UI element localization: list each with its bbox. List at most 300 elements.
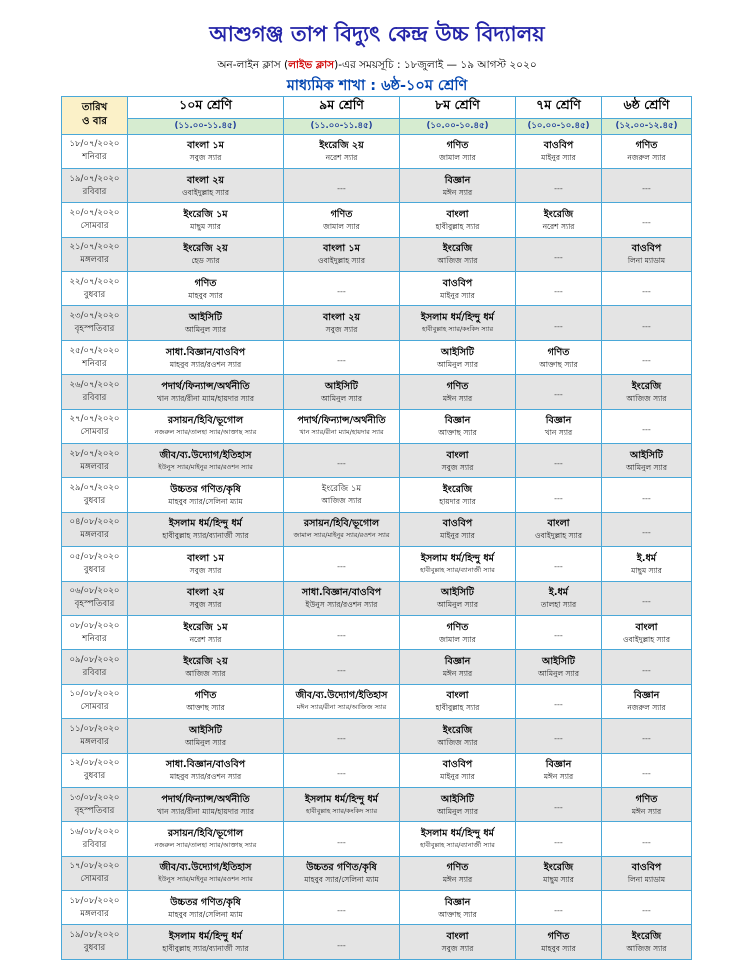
class-8-cell (400, 856, 516, 890)
class-10-cell (128, 512, 284, 546)
teacher-name: নরেশ স্যার (189, 634, 222, 644)
teacher-name: মাহবুব স্যার/সেলিনা ম্যাম (168, 909, 243, 919)
class-8-cell (400, 306, 516, 340)
class-8-cell (400, 478, 516, 512)
teacher-name: সবুজ স্যার (325, 325, 358, 335)
subject-name: সাধা.বিজ্ঞান/বাওবিপ (165, 346, 246, 358)
class-6-cell (602, 925, 692, 960)
teacher-name: সবুজ স্যার (189, 153, 222, 163)
date-cell (62, 581, 128, 615)
date-cell (62, 306, 128, 340)
class-8-cell (400, 168, 516, 202)
schedule-row (62, 134, 692, 168)
schedule-row (62, 615, 692, 649)
subject-name: বাংলা (446, 931, 469, 943)
subject-name: ইংরেজি (543, 862, 574, 874)
class-6-cell (602, 512, 692, 546)
subject-name: পদার্থ/ফিন্যান্স/অর্থনীতি (161, 380, 250, 392)
weekday-text: বুধবার (83, 943, 106, 954)
subject-name: আইসিটি (441, 346, 474, 358)
weekday-text: রবিবার (82, 186, 107, 197)
teacher-name: সবুজ স্যার (189, 565, 222, 575)
teacher-name: আমিনুল স্যার (626, 462, 667, 472)
date-text: ২৭/০৭/২০২০ (69, 414, 120, 425)
class-9-cell (284, 340, 400, 374)
class-9-cell (284, 925, 400, 960)
subject-name: আইসিটি (189, 724, 222, 736)
teacher-name: আক্তাছ স্যার (438, 909, 477, 919)
subject-name: আইসিটি (189, 312, 222, 324)
class-8-header: ৮ম শ্রেণি (400, 97, 516, 119)
no-class-dash: --- (554, 252, 563, 262)
subject-name: ইসলাম ধর্ম/হিন্দু ধর্ম (305, 793, 378, 805)
class-8-cell (400, 891, 516, 925)
class-7-cell (516, 891, 602, 925)
schedule-row (62, 375, 692, 409)
date-text: ১৭/০৮/২০২০ (69, 861, 120, 872)
date-cell (62, 856, 128, 890)
class-8-cell (400, 237, 516, 271)
date-cell (62, 478, 128, 512)
schedule-table (61, 96, 692, 960)
no-class-dash: --- (554, 906, 563, 916)
subject-name: গণিত (446, 140, 469, 152)
subject-name: আইসিটি (441, 793, 474, 805)
no-class-dash: --- (642, 287, 651, 297)
subject-name: ইংরেজি (631, 380, 662, 392)
time-header-row (62, 118, 692, 134)
no-class-dash: --- (337, 837, 346, 847)
class-9-cell (284, 203, 400, 237)
class-6-cell (602, 856, 692, 890)
class-10-cell (128, 444, 284, 478)
class-6-header: ৬ষ্ঠ শ্রেণি (602, 97, 692, 119)
school-title: আশুগঞ্জ তাপ বিদ্যুৎ কেন্দ্র উচ্চ বিদ্যালয় (209, 22, 545, 46)
teacher-name: মঈন স্যার (631, 806, 662, 816)
no-class-dash: --- (554, 699, 563, 709)
class-7-cell (516, 925, 602, 960)
class-7-cell (516, 822, 602, 856)
subject-name: ইংরেজি (442, 724, 473, 736)
date-text: ১১/০৮/২০২০ (69, 723, 120, 734)
no-class-dash: --- (554, 631, 563, 641)
teacher-name: হাবীবুল্লাহ স্যার (435, 221, 480, 231)
class-7-cell (516, 684, 602, 718)
no-class-dash: --- (554, 837, 563, 847)
date-text: ০৯/০৮/২০২০ (69, 655, 120, 666)
no-class-dash: --- (337, 287, 346, 297)
class-6-cell (602, 134, 692, 168)
weekday-text: মঙ্গলবার (80, 255, 109, 266)
teacher-name: হাবীবুল্লাহ স্যার/ব্যানার্জী স্যার (162, 531, 249, 541)
class-9-cell (284, 787, 400, 821)
class-8-cell (400, 719, 516, 753)
date-header-line-2: ও বার (82, 116, 107, 128)
subject-name: ইংরেজি ২য় (183, 243, 228, 255)
class-6-cell (602, 650, 692, 684)
schedule-row (62, 340, 692, 374)
class-6-cell (602, 168, 692, 202)
teacher-name: খান স্যার/রীনা ম্যাম/হায়দার স্যার (156, 393, 255, 403)
date-text: ১৮/০৮/২০২০ (69, 895, 120, 906)
subject-name: ইংরেজি (543, 208, 574, 220)
teacher-name: হাবীবুল্লাহ স্যার/ব্যানার্জী স্যার (420, 565, 495, 574)
class-8-cell (400, 822, 516, 856)
class-7-cell (516, 168, 602, 202)
class-8-cell (400, 615, 516, 649)
date-text: ০৮/০৮/২০২০ (69, 620, 120, 631)
teacher-name: মঈন স্যার (442, 393, 473, 403)
class-10-cell (128, 753, 284, 787)
date-text: ২৬/০৭/২০২০ (69, 379, 120, 390)
date-text: ২১/০৭/২০২০ (69, 242, 120, 253)
class-9-cell (284, 719, 400, 753)
class-9-cell (284, 444, 400, 478)
no-class-dash: --- (337, 734, 346, 744)
date-text: ২৩/০৭/২০২০ (69, 311, 120, 322)
class-6-time: (১২.০০-১২.৪৫) (602, 118, 692, 134)
teacher-name: নজরুল স্যার/তালহা স্যার/আক্তাছ স্যার (154, 428, 257, 437)
class-10-cell (128, 203, 284, 237)
teacher-name: মঈন স্যার (543, 772, 574, 782)
class-6-cell (602, 684, 692, 718)
class-9-cell (284, 237, 400, 271)
teacher-name: জামাল স্যার (439, 153, 476, 163)
teacher-name: মাহবুব স্যার/সেলিনা ম্যাম (304, 875, 379, 885)
class-10-cell (128, 168, 284, 202)
date-cell (62, 822, 128, 856)
class-8-time: (১০.০০-১০.৪৫) (400, 118, 516, 134)
subject-name: গণিত (194, 277, 217, 289)
teacher-name: আজিজ স্যার (185, 669, 226, 679)
class-7-cell (516, 444, 602, 478)
no-class-dash: --- (642, 665, 651, 675)
class-6-cell (602, 444, 692, 478)
class-10-cell (128, 581, 284, 615)
date-cell (62, 375, 128, 409)
subject-name: গণিত (194, 690, 217, 702)
teacher-name: লিনা ম্যাডাম (627, 256, 666, 266)
teacher-name: আমিনুল স্যার (185, 737, 226, 747)
date-cell (62, 787, 128, 821)
subject-name: পদার্থ/ফিন্যান্স/অর্থনীতি (161, 793, 250, 805)
teacher-name: নজরুল স্যার (627, 153, 666, 163)
class-6-cell (602, 272, 692, 306)
subject-name: জীব/ব্য.উদ্যোগ/ইতিহাস (295, 690, 388, 702)
class-9-cell (284, 409, 400, 443)
teacher-name: আমিনুল স্যার (538, 669, 579, 679)
subject-name: বাওবিপ (442, 518, 473, 530)
weekday-text: মঙ্গলবার (80, 736, 109, 747)
no-class-dash: --- (642, 356, 651, 366)
subject-name: বাংলা ২য় (322, 312, 361, 324)
teacher-name: ইউনুস স্যার/মাইনুর স্যার/রওশন স্যার (158, 875, 253, 884)
no-class-dash: --- (554, 562, 563, 572)
subject-name: পদার্থ/ফিন্যান্স/অর্থনীতি (297, 415, 386, 427)
weekday-text: সোমবার (80, 702, 109, 713)
teacher-name: ওবাইদুল্লাহ স্যার (182, 187, 229, 197)
subject-name: গণিত (547, 346, 570, 358)
class-10-cell (128, 650, 284, 684)
subject-name: ইসলাম ধর্ম/হিন্দু ধর্ম (421, 312, 494, 324)
date-cell (62, 719, 128, 753)
teacher-name: মাইনুর স্যার (541, 153, 576, 163)
class-6-cell (602, 340, 692, 374)
class-7-cell (516, 753, 602, 787)
class-10-cell (128, 306, 284, 340)
date-text: ২৫/০৭/২০২০ (69, 345, 120, 356)
class-6-cell (602, 581, 692, 615)
weekday-text: মঙ্গলবার (80, 908, 109, 919)
date-cell (62, 168, 128, 202)
no-class-dash: --- (642, 321, 651, 331)
no-class-dash: --- (642, 527, 651, 537)
subject-name: গণিত (446, 621, 469, 633)
live-class-label: লাইভ ক্লাস (288, 59, 335, 71)
schedule-row (62, 753, 692, 787)
date-text: ০৪/০৮/২০২০ (69, 517, 120, 528)
subject-name: বাংলা ২য় (186, 174, 225, 186)
class-7-cell (516, 719, 602, 753)
subject-name: বাওবিপ (631, 862, 662, 874)
no-class-dash: --- (554, 287, 563, 297)
schedule-row (62, 891, 692, 925)
class-8-cell (400, 650, 516, 684)
subject-name: জীব/ব্য.উদ্যোগ/ইতিহাস (159, 862, 252, 874)
schedule-table-body (62, 97, 692, 960)
date-text: ১০/০৮/২০২০ (69, 689, 120, 700)
date-text: ২৯/০৭/২০২০ (69, 483, 120, 494)
class-8-cell (400, 684, 516, 718)
class-10-cell (128, 237, 284, 271)
teacher-name: ওবাইদুল্লাহ স্যার (535, 531, 582, 541)
no-class-dash: --- (554, 803, 563, 813)
schedule-row (62, 203, 692, 237)
subject-name: বাংলা ২য় (186, 587, 225, 599)
class-6-cell (602, 409, 692, 443)
teacher-name: হাবীবুল্লাহ স্যার/কংকিদ স্যার (305, 806, 378, 815)
class-9-cell (284, 272, 400, 306)
teacher-name: জামাল স্যার (439, 634, 476, 644)
subject-name: বাওবিপ (631, 243, 662, 255)
class-6-cell (602, 306, 692, 340)
weekday-text: সোমবার (80, 874, 109, 885)
subject-name: ইসলাম ধর্ম/হিন্দু ধর্ম (169, 518, 242, 530)
class-10-cell (128, 340, 284, 374)
class-9-cell (284, 547, 400, 581)
class-8-cell (400, 272, 516, 306)
teacher-name: নজরুল স্যার (627, 703, 666, 713)
teacher-name: লিনা ম্যাডাম (627, 875, 666, 885)
no-class-dash: --- (337, 940, 346, 950)
teacher-name: আমিনুল স্যার (437, 806, 478, 816)
class-10-cell (128, 547, 284, 581)
schedule-row (62, 478, 692, 512)
teacher-name: হাবীবুল্লাহ স্যার/ব্যানার্জী স্যার (420, 841, 495, 849)
no-class-dash: --- (337, 631, 346, 641)
subject-name: বাওবিপ (442, 277, 473, 289)
subject-name: আইসিটি (441, 587, 474, 599)
teacher-name: মঈন স্যার/রীনা স্যার/আজিজ স্যার (296, 703, 387, 712)
class-10-cell (128, 272, 284, 306)
class-9-time: (১১.০০-১১.৪৫) (284, 118, 400, 134)
class-10-cell (128, 719, 284, 753)
subject-name: আইসিটি (542, 656, 575, 668)
subject-name: গণিত (635, 140, 658, 152)
weekday-text: বৃহস্পতিবার (74, 599, 115, 610)
no-class-dash: --- (642, 768, 651, 778)
no-class-dash: --- (337, 356, 346, 366)
subject-name: ইংরেজি ১ম (183, 208, 228, 220)
date-cell (62, 650, 128, 684)
no-class-dash: --- (642, 424, 651, 434)
class-10-cell (128, 478, 284, 512)
teacher-name: ওবাইদুল্লাহ স্যার (623, 634, 670, 644)
teacher-name: আক্তাছ স্যার (438, 428, 477, 438)
teacher-name: হেড স্যার (191, 256, 220, 266)
date-cell (62, 409, 128, 443)
subject-name: ইংরেজি ২য় (319, 140, 364, 152)
weekday-text: শনিবার (82, 152, 107, 163)
teacher-name: খান স্যার/রীনা ম্যাম/হায়দার স্যার (299, 428, 384, 437)
teacher-name: মাছুম স্যার (631, 565, 662, 575)
class-9-cell (284, 306, 400, 340)
weekday-text: সোমবার (80, 220, 109, 231)
subject-name: বিজ্ঞান (545, 415, 572, 427)
class-10-cell (128, 615, 284, 649)
schedule-row (62, 409, 692, 443)
class-10-cell (128, 787, 284, 821)
subject-name: আইসিটি (630, 449, 663, 461)
weekday-text: রবিবার (82, 668, 107, 679)
schedule-subtitle (0, 58, 754, 75)
class-7-cell (516, 512, 602, 546)
class-7-cell (516, 203, 602, 237)
weekday-text: বুধবার (83, 289, 106, 300)
class-6-cell (602, 719, 692, 753)
date-cell (62, 237, 128, 271)
class-9-cell (284, 753, 400, 787)
no-class-dash: --- (554, 390, 563, 400)
class-9-cell (284, 891, 400, 925)
class-10-header: ১০ম শ্রেণি (128, 97, 284, 119)
date-text: ১৬/০৮/২০২০ (69, 827, 120, 837)
no-class-dash: --- (642, 596, 651, 606)
teacher-name: মাহবুব স্যার/সেলিনা ম্যাম (168, 497, 243, 507)
teacher-name: নজরুল স্যার/তালহা স্যার/আক্তাছ স্যার (154, 841, 257, 849)
weekday-text: বুধবার (83, 564, 106, 575)
no-class-dash: --- (642, 493, 651, 503)
subject-name: রসায়ন/হিবি/ভূগোল (167, 415, 244, 427)
teacher-name: আক্তাছ স্যার (186, 703, 225, 713)
subject-name: ইসলাম ধর্ম/হিন্দু ধর্ম (421, 552, 494, 564)
schedule-row (62, 581, 692, 615)
weekday-text: বুধবার (83, 496, 106, 507)
subject-name: জীব/ব্য.উদ্যোগ/ইতিহাস (159, 449, 252, 461)
class-9-cell (284, 650, 400, 684)
class-10-cell (128, 856, 284, 890)
teacher-name: হাবীবুল্লাহ স্যার/ব্যানার্জী স্যার (162, 944, 249, 954)
class-6-cell (602, 547, 692, 581)
no-class-dash: --- (337, 459, 346, 469)
subject-name: ই.ধর্ম (548, 587, 569, 599)
subject-name: বিজ্ঞান (444, 656, 471, 668)
no-class-dash: --- (337, 906, 346, 916)
teacher-name: হাবীবুল্লাহ স্যার (435, 703, 480, 713)
class-7-cell (516, 787, 602, 821)
subject-name: ইসলাম ধর্ম/হিন্দু ধর্ম (421, 828, 494, 839)
teacher-name: নরেশ স্যার (542, 221, 575, 231)
date-column-header (62, 97, 128, 135)
class-8-cell (400, 375, 516, 409)
subject-name: রসায়ন/হিবি/ভূগোল (303, 518, 380, 530)
date-cell (62, 444, 128, 478)
weekday-text: মঙ্গলবার (80, 461, 109, 472)
teacher-name: নরেশ স্যার (325, 153, 358, 163)
subject-name: গণিত (446, 862, 469, 874)
subject-name: বিজ্ঞান (633, 690, 660, 702)
class-8-cell (400, 203, 516, 237)
teacher-name: হায়দার স্যার (439, 497, 476, 507)
schedule-row (62, 719, 692, 753)
class-8-cell (400, 581, 516, 615)
class-10-cell (128, 925, 284, 960)
date-text: ১২/০৮/২০২০ (69, 758, 120, 769)
schedule-row (62, 547, 692, 581)
class-9-cell (284, 478, 400, 512)
class-8-cell (400, 444, 516, 478)
subtitle-prefix: অন-লাইন ক্লাস ( (217, 59, 289, 71)
teacher-name: মঈন স্যার (442, 669, 473, 679)
teacher-name: সবুজ স্যার (189, 600, 222, 610)
no-class-dash: --- (642, 734, 651, 744)
subject-name: সাধা.বিজ্ঞান/বাওবিপ (301, 587, 382, 599)
subject-name: ই.ধর্ম (636, 552, 657, 564)
subject-name: উচ্চতর গণিত/কৃষি (170, 484, 241, 496)
class-8-cell (400, 753, 516, 787)
date-cell (62, 272, 128, 306)
teacher-name: মাছুম স্যার (543, 875, 574, 885)
subject-name: গণিত (635, 793, 658, 805)
teacher-name: তালহা স্যার (540, 600, 577, 610)
class-7-cell (516, 615, 602, 649)
subject-name: ইংরেজি ২য় (183, 656, 228, 668)
no-class-dash: --- (554, 321, 563, 331)
branch-heading: মাধ্যমিক শাখা : ৬ষ্ঠ-১০ম শ্রেণি (286, 78, 468, 94)
subject-name: ইংরেজি (442, 243, 473, 255)
teacher-name: মঈন স্যার (442, 187, 473, 197)
class-7-cell (516, 340, 602, 374)
subject-name: ইংরেজি (631, 931, 662, 943)
schedule-row (62, 444, 692, 478)
no-class-dash: --- (554, 184, 563, 194)
subject-name: বিজ্ঞান (545, 759, 572, 771)
class-8-cell (400, 340, 516, 374)
teacher-name: মাহবুব স্যার/রওশন স্যার (169, 359, 242, 369)
teacher-name: জামাল স্যার (323, 221, 360, 231)
teacher-name: আজিজ স্যার (321, 496, 362, 506)
class-9-cell (284, 375, 400, 409)
teacher-name: মাহবুব স্যার (541, 944, 576, 954)
subject-name: গণিত (547, 931, 570, 943)
schedule-row (62, 512, 692, 546)
schedule-row (62, 684, 692, 718)
teacher-name: মাইনুর স্যার (440, 531, 475, 541)
class-header-row (62, 97, 692, 119)
schedule-row (62, 822, 692, 856)
subject-name: সাধা.বিজ্ঞান/বাওবিপ (165, 759, 246, 771)
teacher-name: খান স্যার/রীনা ম্যাম/হায়দার স্যার (156, 806, 255, 816)
